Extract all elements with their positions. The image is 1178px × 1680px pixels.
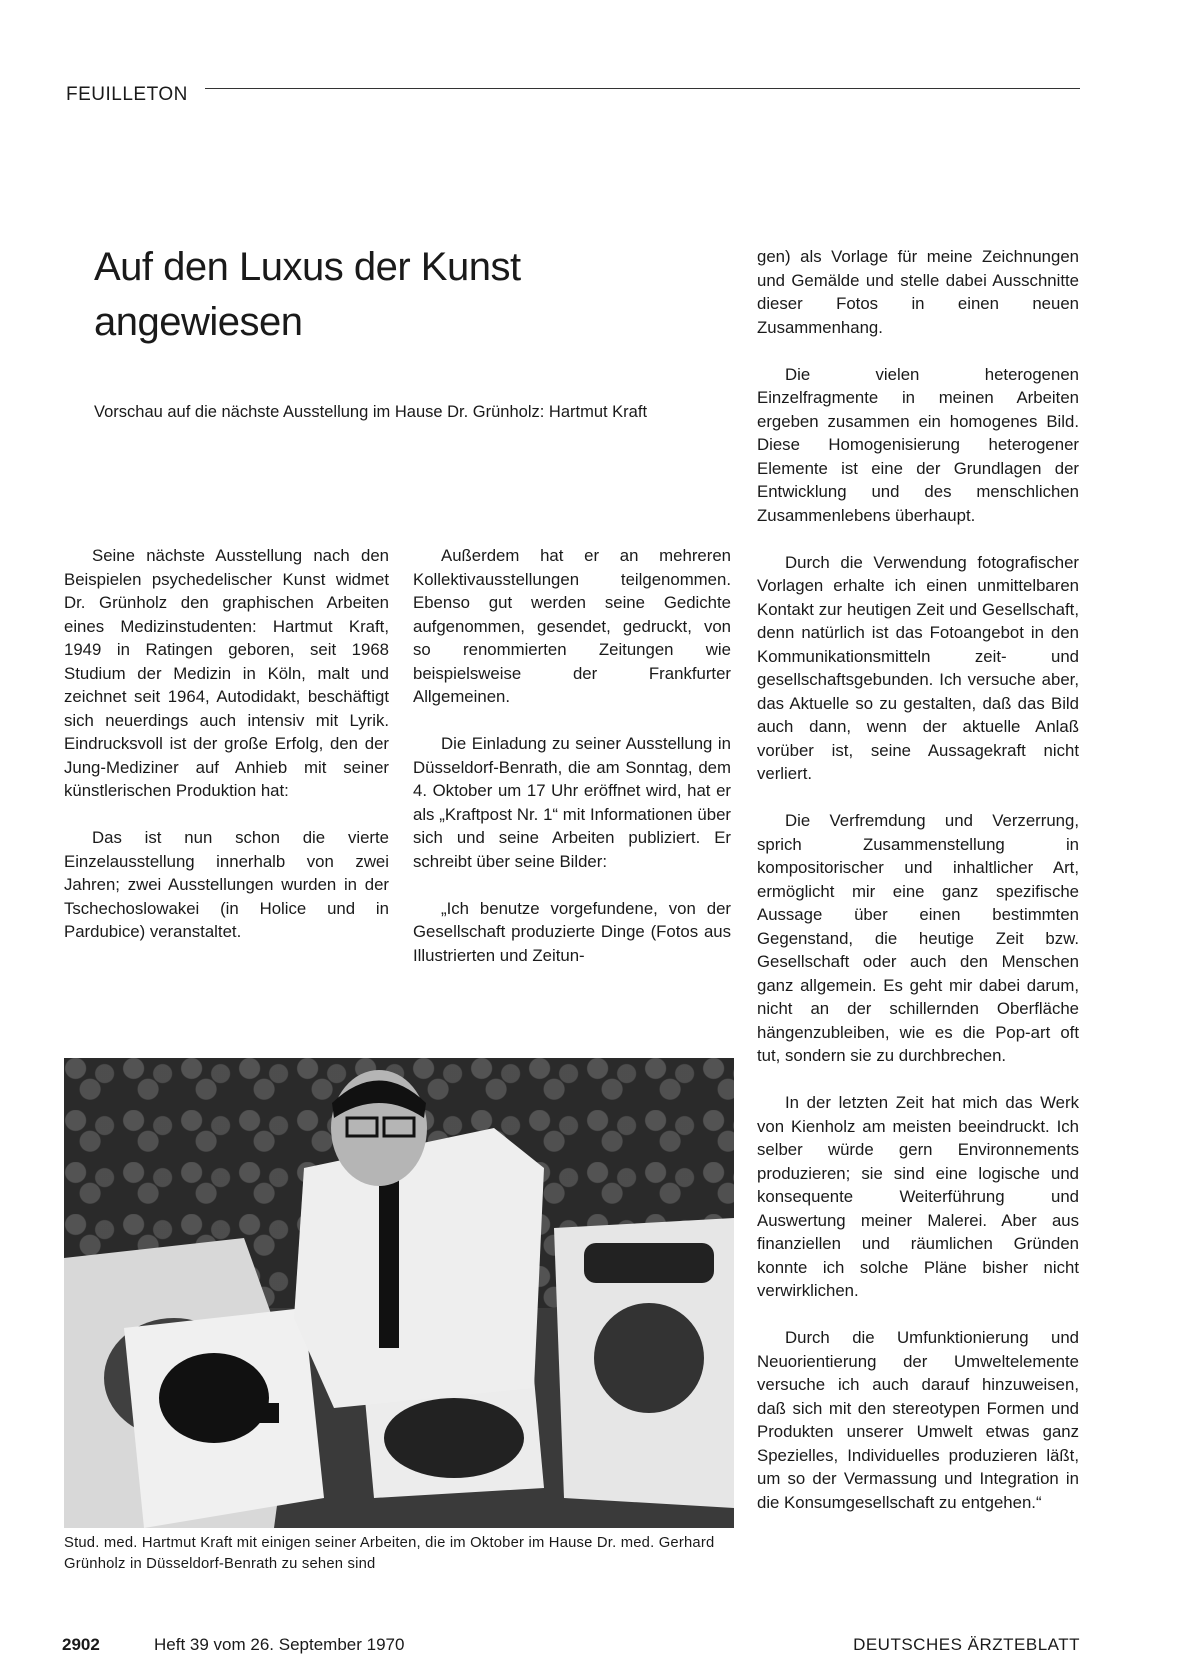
header-rule [205,88,1080,89]
text-column-2 [413,544,731,991]
article-title: Auf den Luxus der Kunst angewiesen [94,245,521,344]
paragraph: „Ich benutze vorgefundene, von der Gesellschaft produzierte Dinge (Fotos aus Illustrierten und Zeitun- [413,898,731,965]
photo-caption: Stud. med. Hartmut Kraft mit einigen seiner Arbeiten, die im Oktober im Hause Dr. med. Gerhard Grünholz in Düsseldorf-Benrath zu sehen sind [64,1535,715,1572]
paragraph: gen) als Vorlage für meine Zeichnungen und Gemälde und stelle dabei Ausschnitte dieser Fotos in einen neuen Zusammenhang. [757,247,1079,337]
photo-illustration [64,1058,734,1528]
paragraph: Außerdem hat er an mehreren Kollektivausstellungen teilgenommen. Ebenso gut werden seine Gedichte aufgenommen, gesendet, gedruckt, von so renommierten Zeitungen wie beispielsweise der Frankfurter Allgemeinen. [413,546,731,706]
page-number: 2902 [62,1635,100,1654]
paragraph: Durch die Umfunktionierung und Neuorientierung der Umweltelemente versuche ich auch darauf hinzuweisen, daß sich mit den stereotypen Formen und Produkten unserer Umwelt etwas ganz Spezielles, Individuelles produzieren läßt, um so der Vermassung und Integration in die Konsumgesellschaft zu entgehen.“ [757,1328,1079,1512]
paragraph: In der letzten Zeit hat mich das Werk von Kienholz am meisten beeindruckt. Ich selber würde gern Environnements produzieren; sie sind eine logische und konsequente Weiterführung und Auswertung meiner Malerei. Aber aus finanziellen und räumlichen Gründen konnte ich solche Pläne bisher nicht verwirklichen. [757,1093,1079,1300]
issue-info: Heft 39 vom 26. September 1970 [154,1635,405,1654]
paragraph: Das ist nun schon die vierte Einzelausstellung innerhalb von zwei Jahren; zwei Ausstellungen wurden in der Tschechoslowakei (in Holice und in Pardubice) veranstaltet. [64,828,389,941]
paragraph: Die Verfremdung und Verzerrung, sprich Zusammenstellung in kompositorischer und inhaltlicher Art, ermöglicht mir eine ganz spezifische Aussage über einen bestimmten Gegenstand, die heutige Zeit bzw. Gesellschaft oder auch den Menschen ganz allgemein. Es geht mir dabei darum, nicht an der schillernden Oberfläche hängenzubleiben, wie es die Pop-art oft tut, sondern sie zu durchbrechen. [757,811,1079,1065]
paragraph: Die vielen heterogenen Einzelfragmente in meinen Arbeiten ergeben zusammen ein homogenes Bild. Diese Homogenisierung heterogener Elemente ist eine der Grundlagen der Entwicklung und des menschlichen Zusammenlebens überhaupt. [757,364,1079,525]
text-column-3 [757,245,1079,1538]
article-subtitle: Vorschau auf die nächste Ausstellung im Hause Dr. Grünholz: Hartmut Kraft [94,403,648,421]
paragraph: Die Einladung zu seiner Ausstellung in Düsseldorf-Benrath, die am Sonntag, dem 4. Oktober um 17 Uhr eröffnet wird, hat er als „Kraftpost Nr. 1“ mit Informationen über sich und seine Arbeiten publiziert. Er schreibt über seine Bilder: [413,734,731,871]
paragraph: Seine nächste Ausstellung nach den Beispielen psychedelischer Kunst widmet Dr. Grünholz den graphischen Arbeiten eines Medizinstudenten: Hartmut Kraft, 1949 in Ratingen geboren, seit 1968 Studium der Medizin in Köln, malt und zeichnet seit 1964, Autodidakt, beschäftigt sich neuerdings auch intensiv mit Lyrik. Eindrucksvoll ist der große Erfolg, den der Jung-Mediziner auf Anhieb mit seiner künstlerischen Produktion hat: [64,546,389,800]
artist-photo [64,1058,734,1528]
text-column-1 [64,544,389,967]
journal-name: DEUTSCHES ÄRZTEBLATT [853,1635,1080,1654]
paragraph: Durch die Verwendung fotografischer Vorlagen erhalte ich einen unmittelbaren Kontakt zur heutigen Zeit und Gesellschaft, denn natürlich ist das Fotoangebot in den Kommunikationsmitteln zeit- und gesellschaftsgebunden. Ich versuche aber, das Aktuelle so zu gestalten, daß das Bild auch dann, wenn der aktuelle Anlaß vorüber ist, seine Aussagekraft nicht verliert. [757,552,1079,783]
section-label: FEUILLETON [66,84,188,105]
